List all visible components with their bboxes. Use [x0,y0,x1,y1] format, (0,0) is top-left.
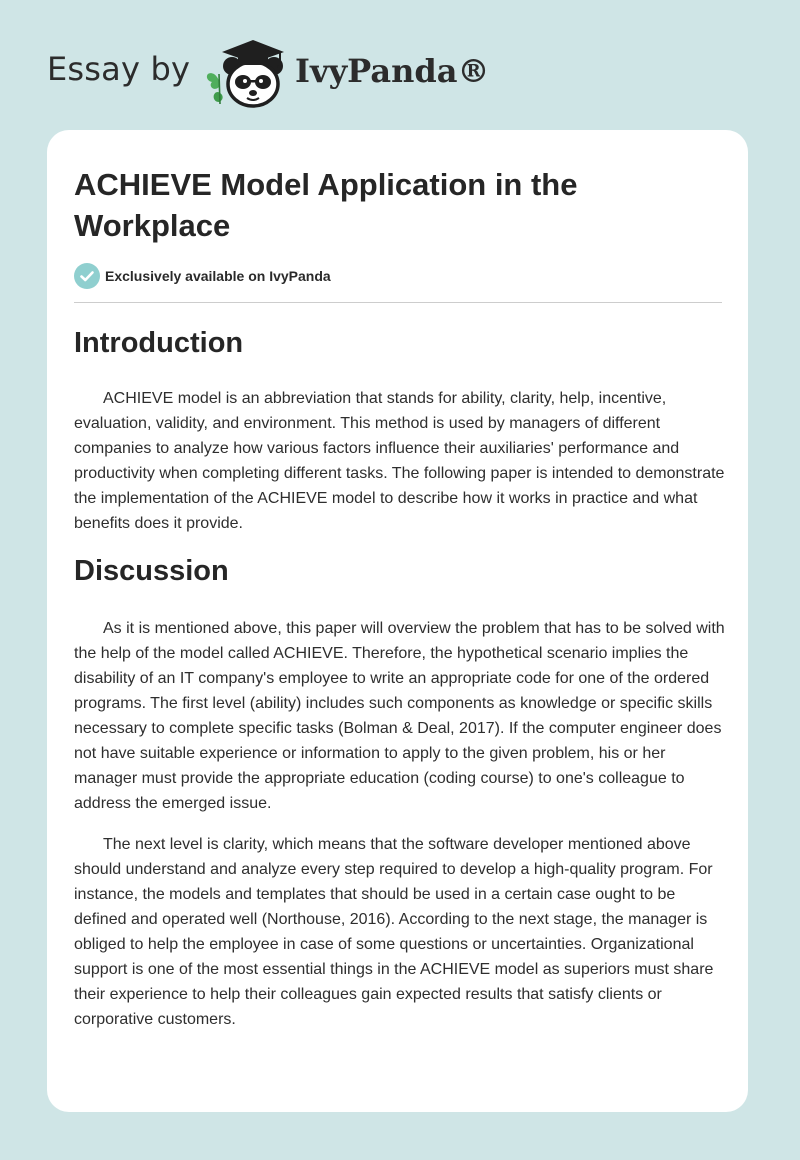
essay-body [74,326,726,1032]
exclusive-badge-text: Exclusively available on IvyPanda [105,268,331,284]
section-discussion [74,554,726,1032]
section-heading: Discussion [74,555,229,587]
essay-title: ACHIEVE Model Application in the Workplace [74,167,578,243]
exclusive-badge [74,263,331,289]
title-divider [74,302,722,303]
section-heading: Introduction [74,327,244,359]
essay-card [47,130,748,1112]
paragraph: The next level is clarity, which means that the software developer mentioned above should understand and analyze every step required to develop a high-quality program. For instance, the models and templates that should be used in a certain case ought to be defined and operated well (Northouse, 2016). According to the next stage, the manager is obliged to help the employee in case of some questions or uncertainties. Organizational support is one of the most essential things in the ACHIEVE model as superiors must share their experience to help their colleagues gain expected results that satisfy clients or corporative customers. [74,836,714,1028]
section-introduction [74,326,726,536]
paragraph: As it is mentioned above, this paper will overview the problem that has to be solved with the help of the model called ACHIEVE. Therefore, the hypothetical scenario implies the disability of an IT company's employee to write an appropriate code for one of the ordered programs. The first level (ability) includes such components as knowledge or specific skills necessary to complete specific tasks (Bolman & Deal, 2017). If the computer engineer does not have suitable experience or information to apply to the given problem, his or her manager must provide the appropriate education (coding course) to one's colleague to address the emerged issue. [74,620,725,812]
brand-prefix: Essay by [47,50,191,88]
brand-header [47,30,507,110]
paragraph: ACHIEVE model is an abbreviation that stands for ability, clarity, help, incentive, evaluation, validity, and environment. This method is used by managers of different companies to analyze how various factors influence their auxiliaries' performance and productivity when completing different tasks. The following paper is intended to demonstrate the implementation of the ACHIEVE model to describe how it works in practice and what benefits does it provide. [74,390,725,532]
brand-name: IvyPanda® [295,52,490,90]
graduate-panda-icon [202,34,294,110]
check-circle-icon [74,263,100,289]
